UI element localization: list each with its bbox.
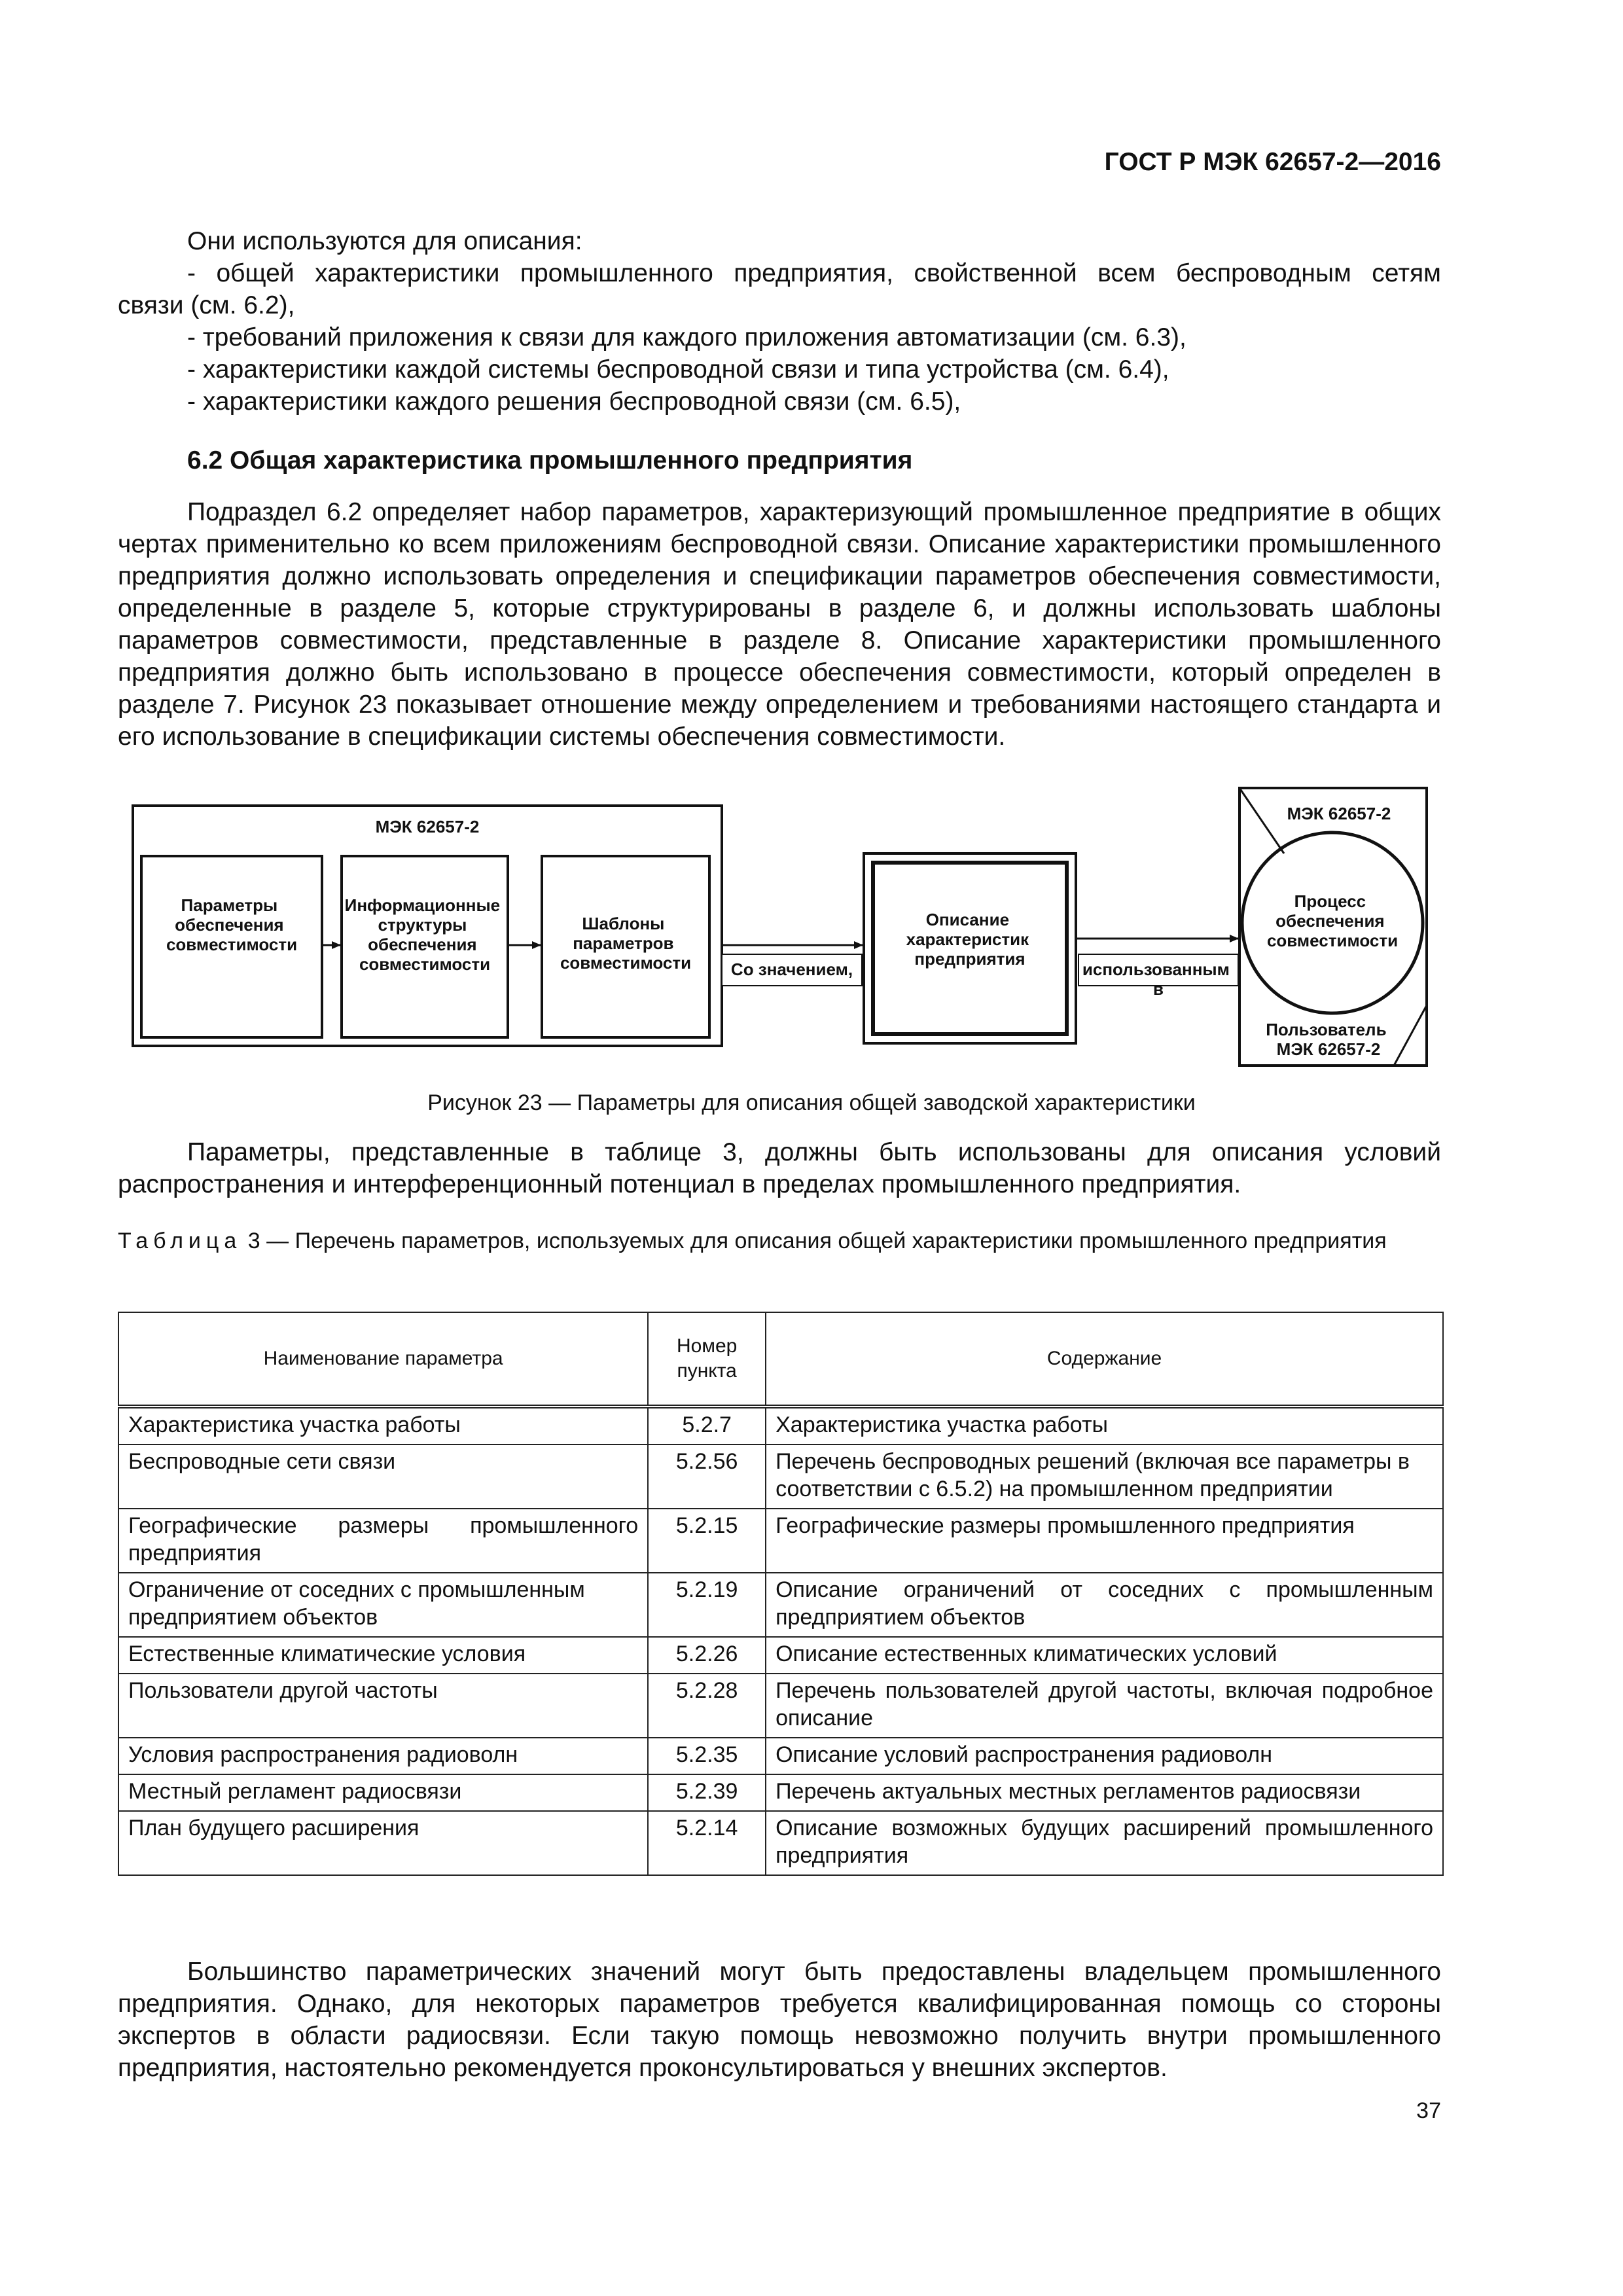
row-content: Описание условий распространения радиоволн — [766, 1738, 1443, 1774]
row-name: Естественные климатические условия — [118, 1637, 648, 1674]
table-row — [118, 1637, 1443, 1674]
table-row — [118, 1674, 1443, 1738]
row-content: Описание естественных климатических условий — [766, 1637, 1443, 1674]
row-num: 5.2.39 — [648, 1774, 766, 1811]
page-number: 37 — [1416, 2098, 1441, 2123]
header-parameter-name: Наименование параметра — [118, 1312, 648, 1407]
row-name: Беспроводные сети связи — [118, 1444, 648, 1509]
document-header: ГОСТ Р МЭК 62657-2—2016 — [1104, 148, 1441, 176]
table-row — [118, 1573, 1443, 1637]
box-parameters-label: Параметры обеспечения совместимости — [166, 895, 298, 954]
box-description-label: Описание характеристик предприятия — [906, 910, 1029, 969]
iec-user-label: Пользователь МЭК 62657-2 — [1266, 1020, 1387, 1059]
row-num: 5.2.56 — [648, 1444, 766, 1509]
row-content: Географические размеры промышленного предприятия — [766, 1509, 1443, 1573]
row-name: Условия распространения радиоволн — [118, 1738, 648, 1774]
row-content: Перечень актуальных местных регламентов радиосвязи — [766, 1774, 1443, 1811]
row-num: 5.2.26 — [648, 1637, 766, 1674]
iec-outer-label: МЭК 62657-2 — [375, 817, 480, 836]
table-row — [118, 1738, 1443, 1774]
figure-caption: Рисунок 23 — Параметры для описания общей заводской характеристики — [427, 1090, 1196, 1115]
intro-block — [118, 225, 1441, 418]
paragraph-table-intro: Параметры, представленные в таблице 3, должны быть использованы для описания условий распространения и интерференционный потенциал в пределах промышленного предприятия. — [118, 1138, 1441, 1198]
arrow-label-used-in: использованным в — [1082, 960, 1230, 999]
intro-line: связи (см. 6.2), — [118, 291, 295, 319]
row-content: Перечень беспроводных решений (включая все параметры в соответствии с 6.5.2) на промышленном предприятии — [766, 1444, 1443, 1509]
row-content: Описание возможных будущих расширений промышленного предприятия — [766, 1811, 1443, 1875]
row-name: Местный регламент радиосвязи — [118, 1774, 648, 1811]
parameters-table — [118, 1312, 1444, 1876]
box-templates-label: Шаблоны параметров совместимости — [560, 914, 692, 973]
row-name: Ограничение от соседних с промышленным предприятием объектов — [118, 1573, 648, 1637]
box-info-structures-label: Информационные структуры обеспечения совместимости — [344, 895, 501, 974]
figure-23-diagram — [0, 772, 1623, 1080]
row-name: Характеристика участка работы — [118, 1407, 648, 1444]
table-caption-prefix: Таблица — [118, 1229, 242, 1253]
row-content: Характеристика участка работы — [766, 1407, 1443, 1444]
intro-line: Они используются для описания: — [187, 227, 582, 255]
header-content: Содержание — [766, 1312, 1443, 1407]
section-paragraph: Подраздел 6.2 определяет набор параметров, характеризующий промышленное предприятие в общих чертах применительно ко всем приложениям беспроводной связи. Описание характеристики промышленного предприятия должно использовать определения и спецификации параметров обеспечения совместимости, определенные в разделе 5, которые структурированы в разделе 6, и должны использовать шаблоны параметров совместимости, представленные в разделе 8. Описание характеристики промышленного предприятия должно быть использовано в процессе обеспечения совместимости, который определен в разделе 7. Рисунок 23 показывает отношение между определением и требованиями настоящего стандарта и его использование в спецификации системы обеспечения совместимости. — [118, 498, 1441, 751]
row-num: 5.2.19 — [648, 1573, 766, 1637]
table-caption-number: 3 — [247, 1229, 260, 1253]
table-header-row — [118, 1312, 1443, 1407]
row-num: 5.2.7 — [648, 1407, 766, 1444]
table-row — [118, 1774, 1443, 1811]
table-row — [118, 1509, 1443, 1573]
table-row — [118, 1407, 1443, 1444]
iec-right-label: МЭК 62657-2 — [1287, 804, 1391, 823]
row-name: Географические размеры промышленного предприятия — [118, 1509, 648, 1573]
intro-line: - требований приложения к связи для каждого приложения автоматизации (см. 6.3), — [187, 323, 1186, 351]
row-num: 5.2.15 — [648, 1509, 766, 1573]
row-content: Описание ограничений от соседних с промышленным предприятием объектов — [766, 1573, 1443, 1637]
section-title: 6.2 Общая характеристика промышленного предприятия — [187, 446, 913, 475]
table-row — [118, 1444, 1443, 1509]
header-item-number: Номер пункта — [648, 1312, 766, 1407]
row-name: Пользователи другой частоты — [118, 1674, 648, 1738]
intro-line: - характеристики каждого решения беспроводной связи (см. 6.5), — [187, 387, 961, 416]
row-num: 5.2.35 — [648, 1738, 766, 1774]
closing-paragraph: Большинство параметрических значений могут быть предоставлены владельцем промышленного предприятия. Однако, для некоторых параметров требуется квалифицированная помощь со стороны экспертов в области радиосвязи. Если такую помощь невозможно получить внутри промышленного предприятия, настоятельно рекомендуется проконсультироваться у внешних экспертов. — [118, 1958, 1441, 2082]
row-num: 5.2.28 — [648, 1674, 766, 1738]
table-row — [118, 1811, 1443, 1875]
process-circle-label: Процесс обеспечения совместимости — [1266, 891, 1399, 950]
row-name: План будущего расширения — [118, 1811, 648, 1875]
table-caption-text: — Перечень параметров, используемых для описания общей характеристики промышленного предприятия — [266, 1229, 1387, 1253]
row-num: 5.2.14 — [648, 1811, 766, 1875]
row-content: Перечень пользователей другой частоты, включая подробное описание — [766, 1674, 1443, 1738]
intro-line: - общей характеристики промышленного предприятия, свойственной всем беспроводным сетям — [187, 259, 1441, 287]
table-caption — [118, 1227, 1441, 1255]
intro-line: - характеристики каждой системы беспроводной связи и типа устройства (см. 6.4), — [187, 355, 1169, 384]
arrow-label-with-value: Со значением, — [730, 960, 853, 979]
